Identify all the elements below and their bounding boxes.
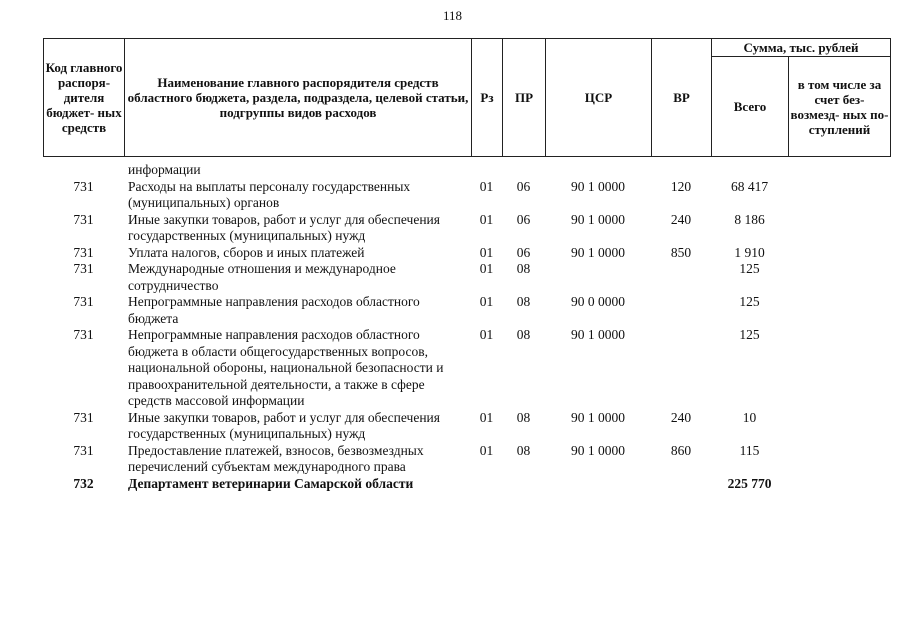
table-row	[43, 410, 890, 443]
cell-csr: 90 1 0000	[571, 442, 625, 458]
cell-vr: 860	[670, 442, 692, 458]
cell-rz: 01	[479, 261, 494, 276]
header-incl: в том числе за счет без- возмезд- ных по- ступлений	[789, 57, 891, 157]
cell-total: 68 417	[730, 178, 769, 194]
cell-pr: 06	[516, 211, 531, 227]
cell-vr	[651, 476, 711, 493]
table-header	[43, 38, 891, 157]
cell-pr	[502, 476, 545, 493]
cell-vr: 240	[670, 409, 692, 425]
cell-pr: 06	[516, 178, 531, 194]
header-rz: Рз	[472, 39, 503, 157]
header-pr: ПР	[503, 39, 546, 157]
cell-rz: 01	[479, 178, 494, 194]
cell-vr: 240	[670, 211, 692, 227]
cell-name: Иные закупки товаров, работ и услуг для обеспечения государственных (муниципальных) нужд	[128, 211, 440, 243]
cell-rz	[471, 476, 502, 493]
cell-code: 731	[73, 211, 94, 227]
cell-name: Международные отношения и международное сотрудничество	[128, 261, 396, 293]
cell-rz: 01	[479, 211, 494, 227]
cell-rz: 01	[479, 409, 494, 425]
table-row	[43, 476, 890, 493]
table-row	[43, 443, 890, 476]
header-csr: ЦСР	[546, 39, 652, 157]
cell-code: 731	[73, 409, 94, 425]
table-row	[43, 162, 890, 179]
cell-total	[711, 162, 788, 179]
cell-code: 731	[73, 261, 94, 276]
header-total: Всего	[712, 57, 789, 157]
table-row	[43, 294, 890, 327]
cell-total: 125	[739, 327, 760, 342]
cell-name: Расходы на выплаты персоналу государственных (муниципальных) органов	[128, 178, 411, 210]
header-name: Наименование главного распорядителя средств областного бюджета, раздела, подраздела, целевой статьи, подгруппы видов расходов	[125, 39, 472, 157]
cell-csr: 90 0 0000	[571, 294, 625, 309]
cell-name: Непрограммные направления расходов областного бюджета в области общегосударственных вопросов, национальной обороны, национальной безопасности и правоохранительной деятельности, а также в сфере средств массовой информации	[128, 327, 444, 408]
table-row	[43, 212, 890, 245]
cell-csr	[545, 162, 651, 179]
cell-name: Иные закупки товаров, работ и услуг для обеспечения государственных (муниципальных) нужд	[128, 409, 440, 441]
cell-code: 731	[73, 178, 94, 194]
page-number: 118	[442, 8, 463, 23]
cell-name: Департамент ветеринарии Самарской области	[128, 475, 414, 491]
cell-vr	[651, 294, 711, 327]
header-sum: Сумма, тыс. рублей	[712, 39, 891, 57]
cell-pr: 08	[516, 409, 531, 425]
cell-vr: 850	[670, 244, 692, 260]
cell-rz: 01	[479, 294, 494, 309]
cell-code: 731	[73, 244, 94, 260]
table-row	[43, 261, 890, 294]
cell-total: 10	[742, 409, 757, 425]
cell-code: 731	[73, 442, 94, 458]
cell-vr	[651, 162, 711, 179]
cell-rz	[471, 162, 502, 179]
cell-csr	[545, 476, 651, 493]
cell-vr	[651, 261, 711, 294]
table-row	[43, 245, 890, 262]
cell-vr: 120	[670, 178, 692, 194]
cell-pr: 08	[516, 327, 531, 342]
table-body	[43, 162, 890, 492]
cell-name: Предоставление платежей, взносов, безвозмездных перечислений субъектам международного права	[128, 442, 424, 474]
cell-pr	[502, 162, 545, 179]
cell-vr	[651, 327, 711, 410]
cell-csr: 90 1 0000	[571, 327, 625, 342]
cell-rz: 01	[479, 327, 494, 342]
cell-name: Непрограммные направления расходов областного бюджета	[128, 294, 420, 326]
cell-pr: 08	[516, 261, 531, 276]
header-code: Код главного распоря- дителя бюджет- ных средств	[44, 39, 125, 157]
cell-pr: 08	[516, 442, 531, 458]
cell-total: 1 910	[734, 244, 765, 260]
header-vr: ВР	[652, 39, 712, 157]
cell-name: Уплата налогов, сборов и иных платежей	[128, 244, 365, 260]
table-row	[43, 179, 890, 212]
cell-pr: 08	[516, 294, 531, 309]
cell-pr: 06	[516, 244, 531, 260]
cell-code: 731	[73, 294, 94, 309]
cell-csr: 90 1 0000	[571, 244, 625, 260]
cell-total: 125	[739, 261, 760, 276]
cell-total: 125	[739, 294, 760, 309]
cell-rz: 01	[479, 442, 494, 458]
cell-code	[43, 162, 124, 179]
cell-total: 115	[739, 442, 760, 458]
cell-name: информации	[128, 162, 201, 177]
cell-csr: 90 1 0000	[571, 409, 625, 425]
cell-code: 732	[73, 475, 94, 491]
cell-rz: 01	[479, 244, 494, 260]
cell-total: 8 186	[734, 211, 765, 227]
cell-csr	[545, 261, 651, 294]
cell-csr: 90 1 0000	[571, 178, 625, 194]
table-row	[43, 327, 890, 410]
cell-csr: 90 1 0000	[571, 211, 625, 227]
cell-total: 225 770	[727, 475, 772, 491]
cell-code: 731	[73, 327, 94, 342]
